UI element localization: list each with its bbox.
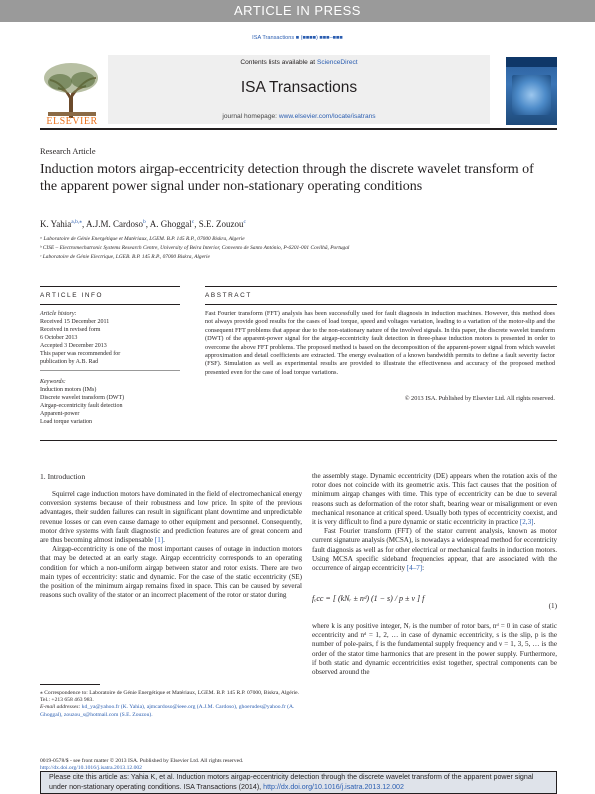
keyword: Airgap-eccentricity fault detection [40,403,123,409]
left-column [40,490,302,600]
cover-band [506,57,557,67]
citation-link[interactable]: [1] [154,536,164,545]
issn-line: 0019-0578/$ - see front matter © 2013 ISA. Published by Elsevier Ltd. All rights reserved. [40,758,244,764]
history-line: This paper was recommended for [40,351,121,357]
homepage-prefix: journal homepage: [222,113,279,120]
right-column-continued [312,622,557,677]
footnote-rule [40,684,100,685]
keyword: Discrete wavelet transform (DWT) [40,395,125,401]
history-line: Received in revised form [40,327,101,333]
keyword: Load torque variation [40,419,92,425]
citation-link[interactable]: [4–7] [406,564,423,573]
affiliation-b: ᵇ CISE – Electromechatronic Systems Research Centre, University of Beira Interior, Convento de Santo António, P-6201-001 Covilhã, Portugal [40,245,350,251]
article-identifiers [40,758,370,772]
publisher-name: ELSEVIER [46,116,98,127]
affiliation-c: ᶜ Laboratoire de Génie Electrique, LGEB. B.P. 145 R.P., 07000 Biskra, Algerie [40,254,210,260]
equation-number: (1) [548,602,557,610]
paragraph: the assembly stage. Dynamic eccentricity (DE) appears when the rotation axis of the rotor does not coincide with its geometric axis. This fact causes that the position of minimum airgap changes with time. This type of eccentricity can be due to several reasons such as deformation of the rotor shaft, bearing wear or misalignment or even mechanical resonance at critical speed. Usually both types of eccentricity coexist, and it is very difficult to find a pure dynamic or static eccentricity in practice [2,3]. [312,472,557,527]
homepage-line [108,113,490,120]
author-affiliation-marker[interactable]: c [243,219,246,225]
author-name: S.E. Zouzou [198,219,244,229]
masthead-center [108,55,490,124]
journal-cover-image [506,57,557,125]
article-info-heading: ARTICLE INFO [40,292,104,299]
article-type: Research Article [40,147,96,156]
equation-rhs: [ (kNᵣ ± nᵈ) (1 − s) / p ± ν ] f [332,594,425,603]
right-column [312,472,557,573]
contents-line [108,59,490,66]
equation-1 [312,594,557,618]
article-title: Induction motors airgap-eccentricity detection through the discrete wavelet transform of the apparent power signal under non-stationary operating conditions [40,162,534,194]
article-info-rule [40,286,180,287]
history-label: Article history: [40,311,77,317]
citation-link[interactable]: [2,3] [519,518,534,527]
keywords-block [40,378,180,426]
sciencedirect-link[interactable]: ScienceDirect [316,59,358,66]
abstract-heading: ABSTRACT [205,292,252,299]
keyword: Induction motors (IMs) [40,387,97,393]
paragraph: where k is any positive integer, Nᵣ is the number of rotor bars, nᵈ = 0 in case of static eccentricity and nᵈ = 1, 2, … in case of dynamic eccentricity, s is the slip, p is the number of pole-pairs, f is the fundamental supply frequency and ν = 1, 3, 5, … is the order of the stator time harmonics that are present in the power supply. Furthermore, if both static and dynamic eccentricities exist together, spectral components can be observed around the [312,622,557,677]
author-name: A.J.M. Cardoso [85,219,143,229]
body-rule [40,440,557,441]
correspondence-text: ⁎ Correspondence to: Laboratoire de Génie Energétique et Matériaux, LGEM. B.P. 145 R.P. 07000, Biskra, Algérie. Tel.: +213 658 463 983. [40,690,300,704]
abstract-text: Fast Fourier transform (FFT) analysis has been successfully used for fault diagnosis in induction machines. However, this method does not always provide good results for the cases of load torque, speed and voltages variation, leading to a variation of the motor-slip and the consequent FFT problems that appear due to the non-stationary nature of the involved signals. In this paper, the discrete wavelet transform (DWT) of the apparent-power signal for the airgap-eccentricity fault detection in three-phase induction motors is presented in order to overcome the above FFT problems. The proposed method is based on the decomposition of the apparent-power signal from which wavelet approximation and detail coefficients are extracted. The energy evaluation of a known bandwidth permits to define a fault severity factor (FSF). Simulation as well as experimental results are provided to illustrate the effectiveness and accuracy of the proposed method presented even for the case of load torque variations. [205,310,555,376]
keywords-divider [40,370,180,371]
history-line: 6 October 2013 [40,335,78,341]
email-links[interactable]: kd_ya@yahoo.fr (K. Yahia), ajmcardoso@ieee.org (A.J.M. Cardoso), ghoerudes@yahoo.fr (A. Ghoggal), zouzou_s@hotmail.com (S.E. Zouzou). [40,704,295,718]
keyword: Apparent-power [40,411,80,417]
author-affiliation-marker[interactable]: c [191,219,195,225]
paragraph: Fast Fourier transform (FFT) of the stator current analysis, known as motor current signature analysis (MCSA), is nowadays a widespread method for eccentricity fault diagnosis as well as for other electrical or mechanical faults in induction motors. Using MCSA specific sideband frequencies appear, that are associated with the occurrence of airgap eccentricity [4–7]: [312,527,557,573]
abstract-rule [205,286,557,287]
journal-reference[interactable]: ISA Transactions ■ (■■■■) ■■■–■■■ [252,35,343,41]
doi-link[interactable]: http://dx.doi.org/10.1016/j.isatra.2013.12.002 [40,765,142,771]
email-addresses: E-mail addresses: kd_ya@yahoo.fr (K. Yahia), ajmcardoso@ieee.org (A.J.M. Cardoso), ghoerudes@yahoo.fr (A. Ghoggal), zouzou_s@hotmail.com (S.E. Zouzou). [40,704,295,718]
article-in-press-banner: ARTICLE IN PRESS [0,0,595,22]
correspondence-footnote [40,690,302,719]
paragraph: Squirrel cage induction motors have dominated in the field of electromechanical energy conversion systems because of their robustness and low price. In spite of the previous advantages, their sudden failures can result in significant plant downtime and unpredictable revenue losses or can even cause damage to other equipment and personnel. Consequently, motor drive systems with fault diagnostic and prediction features are of great concern and are thus becoming almost indispensable [1]. [40,490,302,545]
elsevier-tree-icon [40,57,104,123]
author-affiliation-marker[interactable]: a,b,⁎ [71,219,82,225]
author-name: K. Yahia [40,219,72,229]
abstract-rule-2 [205,304,557,305]
journal-masthead [40,53,557,130]
citation-text: Please cite this article as: Yahia K, et al. Induction motors airgap-eccentricity detection through the discrete wavelet transform of the apparent power signal under non-stationary operating conditions. ISA Transactions (2014), [49,773,534,791]
homepage-link[interactable]: www.elsevier.com/locate/isatrans [278,113,376,120]
keywords-label: Keywords: [40,379,66,385]
history-line: publication by A.B. Rad [40,359,99,365]
author-affiliation-marker[interactable]: b [143,219,146,225]
cover-illustration [512,75,551,115]
citation-doi-link[interactable]: http://dx.doi.org/10.1016/j.isatra.2013.12.002 [263,782,404,791]
equation-lhs: fₑcc = [312,594,331,603]
citation-notice [40,771,557,794]
history-line: Received 15 December 2011 [40,319,110,325]
article-history [40,310,180,366]
article-info-rule-2 [40,304,180,305]
affiliation-a: ᵃ Laboratoire de Génie Energétique et Matériaux, LGEM. B.P. 145 R.P., 07000 Biskra, Algerie [40,236,245,242]
abstract-copyright: © 2013 ISA. Published by Elsevier Ltd. All rights reserved. [404,395,555,402]
journal-title: ISA Transactions [240,79,358,96]
author-name: A. Ghoggal [149,219,192,229]
paragraph: Airgap-eccentricity is one of the most important causes of outage in induction motors that may be detected at an early stage. Airgap eccentricity corresponds to an operating condition for which a non-uniform airgap between stator and rotor exists. There are two main types of eccentricity: static and dynamic. For the case of the static eccentricity (SE) the position of the minimum airgap remains fixed in space. This can be caused by several reasons such ovality of the stator or an incorrect placement of the rotor or stator during [40,545,302,600]
section-heading-introduction: 1. Introduction [40,472,86,481]
contents-prefix: Contents lists available at [240,59,317,66]
history-line: Accepted 3 December 2013 [40,343,107,349]
author-list: K. Yahia$^{a,b,⁎}$, A.J.M. Cardoso$^b$, A. Ghoggal$^c$, S.E. Zouzou$^c$ [40,219,246,229]
